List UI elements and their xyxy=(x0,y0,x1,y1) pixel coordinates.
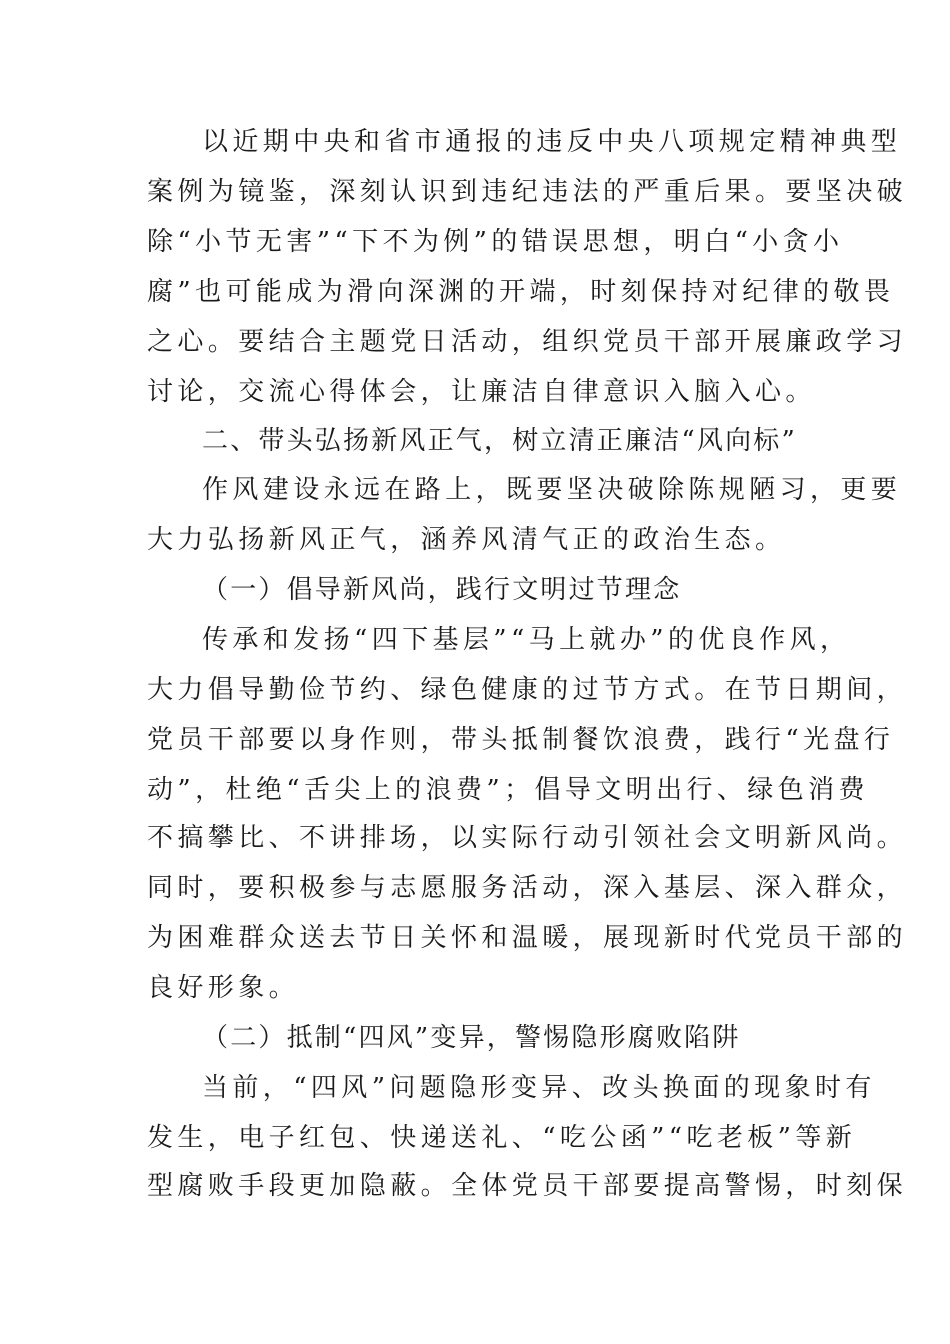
paragraph-line: 腐”也可能成为滑向深渊的开端，时刻保持对纪律的敬畏 xyxy=(147,277,895,307)
subsection-heading: （一）倡导新风尚，践行文明过节理念 xyxy=(202,575,682,605)
paragraph-line: 大力弘扬新风正气，涵养风清气正的政治生态。 xyxy=(147,525,786,555)
paragraph-line: 当前，“四风”问题隐形变异、改头换面的现象时有 xyxy=(202,1073,876,1103)
paragraph-line: 除“小节无害”“下不为例”的错误思想，明白“小贪小 xyxy=(147,227,844,257)
paragraph-line: 为困难群众送去节日关怀和温暖，展现新时代党员干部的 xyxy=(147,923,908,953)
paragraph-line: 传承和发扬“四下基层”“马上就办”的优良作风， xyxy=(202,625,851,655)
paragraph-line: 之心。要结合主题党日活动，组织党员干部开展廉政学习 xyxy=(147,327,908,357)
section-heading: 二、带头弘扬新风正气，树立清正廉洁“风向标” xyxy=(202,426,797,456)
paragraph-line: 发生，电子红包、快递送礼、“吃公函”“吃老板”等新 xyxy=(147,1123,857,1153)
paragraph-line: 大力倡导勤俭节约、绿色健康的过节方式。在节日期间， xyxy=(147,675,908,705)
paragraph-line: 型腐败手段更加隐蔽。全体党员干部要提高警惕，时刻保 xyxy=(147,1171,908,1201)
paragraph-line: 作风建设永远在路上，既要坚决破除陈规陋习，更要 xyxy=(202,475,902,505)
paragraph-line: 讨论，交流心得体会，让廉洁自律意识入脑入心。 xyxy=(147,377,816,407)
paragraph-line: 党员干部要以身作则，带头抵制餐饮浪费，践行“光盘行 xyxy=(147,725,895,755)
paragraph-line: 不搞攀比、不讲排场，以实际行动引领社会文明新风尚。 xyxy=(147,823,908,853)
subsection-heading: （二）抵制“四风”变异，警惕隐形腐败陷阱 xyxy=(202,1023,741,1053)
paragraph-line: 案例为镜鉴，深刻认识到违纪违法的严重后果。要坚决破 xyxy=(147,177,908,207)
paragraph-line: 以近期中央和省市通报的违反中央八项规定精神典型 xyxy=(202,127,902,157)
paragraph-line: 同时，要积极参与志愿服务活动，深入基层、深入群众， xyxy=(147,873,908,903)
paragraph-line: 动”，杜绝“舌尖上的浪费”；倡导文明出行、绿色消费 xyxy=(147,775,869,805)
paragraph-line: 良好形象。 xyxy=(147,973,300,1003)
